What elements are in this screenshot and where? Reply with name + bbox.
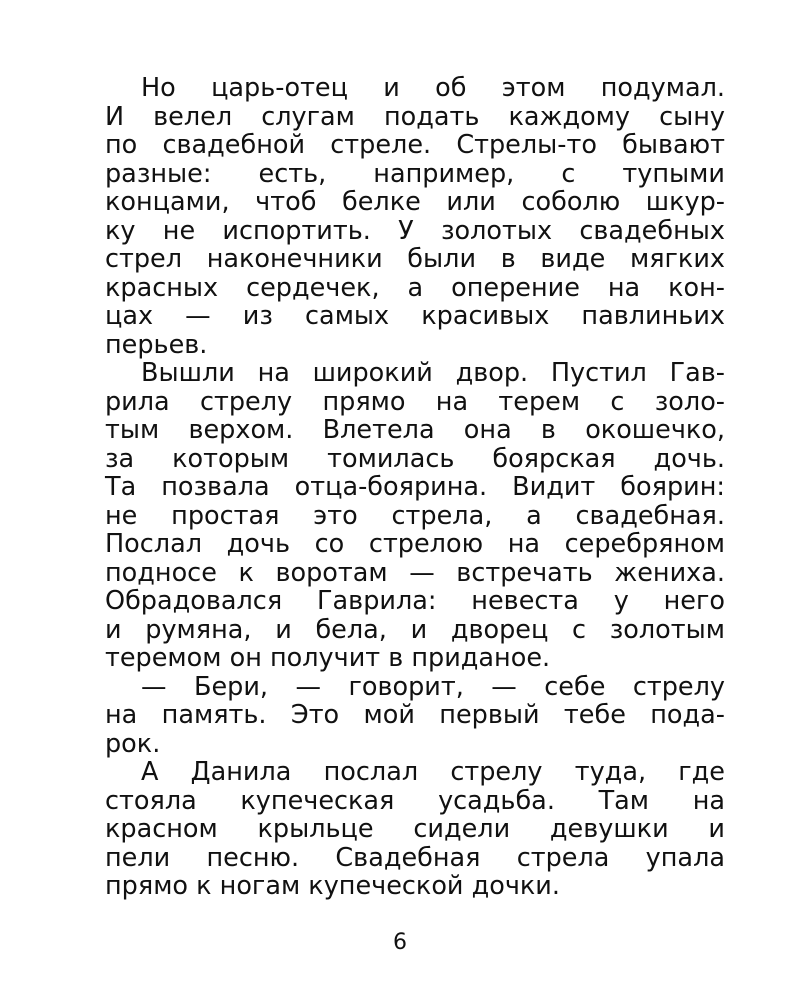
text-line: стояла купеческая усадьба. Там на (105, 785, 725, 816)
text-line: подносе к воротам — встречать жениха. (105, 557, 725, 588)
text-line: Но царь-отец и об этом подумал. (141, 73, 725, 103)
paragraph-3 (105, 673, 725, 759)
paragraph-4 (105, 758, 725, 901)
text-line: по свадебной стреле. Стрелы-то бывают (105, 130, 725, 160)
text-line: Обрадовался Гаврила: невеста у него (105, 586, 725, 616)
text-line: прямо к ногам купеческой дочки. (105, 871, 560, 901)
text-line: не простая это стрела, а свадебная. (105, 500, 725, 531)
text-line: рок. (105, 728, 161, 759)
text-line: красном крыльце сидели девушки и (105, 814, 725, 844)
text-line: красных сердечек, а оперение на кон- (105, 272, 725, 303)
paragraph-2 (105, 359, 725, 673)
text-line: А Данила послал стрелу туда, где (141, 757, 725, 787)
text-line: перьев. (105, 329, 208, 360)
text-line: пели песню. Свадебная стрела упала (105, 842, 725, 873)
text-line: за которым томилась боярская дочь. (105, 443, 725, 474)
text-line: цах — из самых красивых павлиньих (105, 301, 725, 331)
text-line: Та позвала отца-боярина. Видит боярин: (105, 472, 725, 502)
text-line: разные: есть, например, с тупыми (105, 158, 725, 189)
text-line: тым верхом. Влетела она в окошечко, (105, 415, 725, 445)
text-line: ку не испортить. У золотых свадебных (105, 215, 725, 246)
text-line: стрел наконечники были в виде мягких (105, 244, 725, 274)
text-line: И велел слугам подать каждому сыну (105, 101, 725, 132)
paragraph-1 (105, 74, 725, 359)
body-text (105, 74, 725, 901)
text-line: рила стрелу прямо на терем с золо- (105, 386, 725, 417)
page-number: 6 (393, 930, 407, 955)
text-line: — Бери, — говорит, — себе стрелу (141, 671, 725, 702)
text-line: концами, чтоб белке или соболю шкур- (105, 187, 725, 217)
text-line: и румяна, и бела, и дворец с золотым (105, 614, 725, 645)
text-line: Послал дочь со стрелою на серебряном (105, 529, 725, 559)
text-line: теремом он получит в приданое. (105, 643, 551, 673)
text-line: на память. Это мой первый тебе пода- (105, 700, 725, 730)
text-line: Вышли на широкий двор. Пустил Гав- (141, 358, 725, 388)
